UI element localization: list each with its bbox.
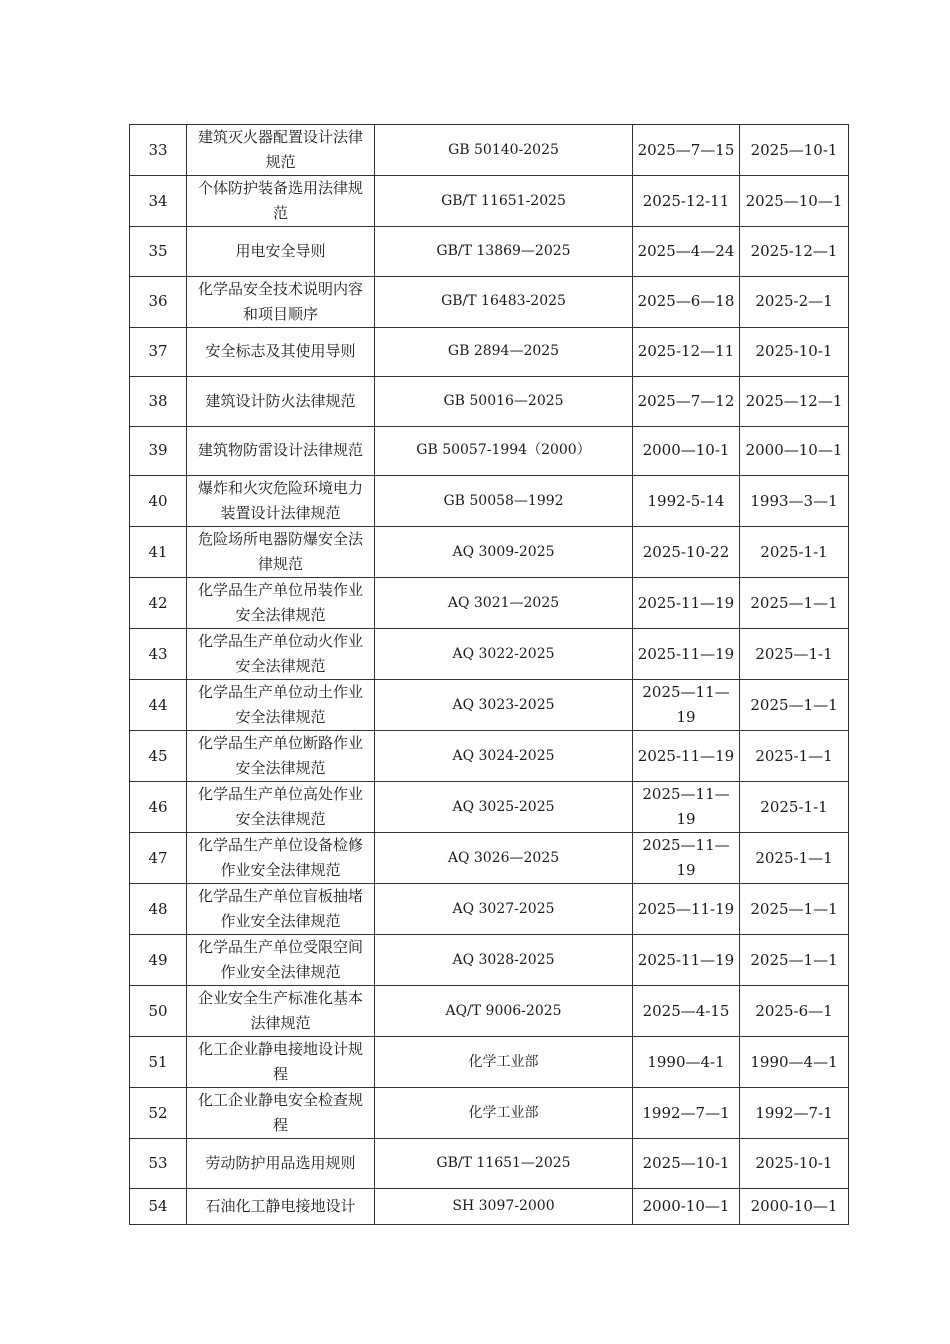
standard-code-cell: GB/T 11651—2025 [375, 1139, 633, 1189]
row-number-cell: 51 [130, 1037, 187, 1088]
standard-code-cell: GB 50140-2025 [375, 125, 633, 176]
table-row [130, 426, 849, 476]
row-number-cell: 33 [130, 125, 187, 176]
standard-name-cell: 爆炸和火灾危险环境电力装置设计法律规范 [187, 476, 375, 527]
table-row [130, 176, 849, 227]
effective-date-cell: 2025—10-1 [740, 125, 849, 176]
effective-date-cell: 2025—1-1 [740, 629, 849, 680]
standard-name-cell: 建筑设计防火法律规范 [187, 377, 375, 427]
table-row [130, 125, 849, 176]
table-row [130, 1037, 849, 1088]
standard-name-cell: 安全标志及其使用导则 [187, 327, 375, 377]
table-row [130, 527, 849, 578]
standard-name-cell: 化工企业静电安全检查规程 [187, 1088, 375, 1139]
table-row [130, 782, 849, 833]
effective-date-cell: 2025—1—1 [740, 884, 849, 935]
row-number-cell: 42 [130, 578, 187, 629]
row-number-cell: 49 [130, 935, 187, 986]
effective-date-cell: 2025-12—1 [740, 227, 849, 277]
issue-date-cell: 2025—4-15 [633, 986, 740, 1037]
table-row [130, 276, 849, 327]
standard-name-cell: 化学品生产单位吊装作业安全法律规范 [187, 578, 375, 629]
effective-date-cell: 2025-1—1 [740, 833, 849, 884]
table-row [130, 1088, 849, 1139]
table-row [130, 578, 849, 629]
issue-date-cell: 2000-10—1 [633, 1188, 740, 1224]
row-number-cell: 37 [130, 327, 187, 377]
standard-code-cell: 化学工业部 [375, 1037, 633, 1088]
table-row [130, 377, 849, 427]
table-row [130, 935, 849, 986]
standard-code-cell: AQ 3024-2025 [375, 731, 633, 782]
issue-date-cell: 1992—7—1 [633, 1088, 740, 1139]
effective-date-cell: 2025-10-1 [740, 1139, 849, 1189]
standard-name-cell: 化学品生产单位盲板抽堵作业安全法律规范 [187, 884, 375, 935]
row-number-cell: 50 [130, 986, 187, 1037]
effective-date-cell: 2025-10-1 [740, 327, 849, 377]
table-row [130, 227, 849, 277]
issue-date-cell: 2025—11—19 [633, 833, 740, 884]
standard-name-cell: 化工企业静电接地设计规程 [187, 1037, 375, 1088]
standard-name-cell: 劳动防护用品选用规则 [187, 1139, 375, 1189]
effective-date-cell: 2025—1—1 [740, 935, 849, 986]
issue-date-cell: 2025-12—11 [633, 327, 740, 377]
standard-code-cell: AQ 3028-2025 [375, 935, 633, 986]
row-number-cell: 38 [130, 377, 187, 427]
effective-date-cell: 2025-2—1 [740, 276, 849, 327]
row-number-cell: 45 [130, 731, 187, 782]
table-row [130, 986, 849, 1037]
row-number-cell: 40 [130, 476, 187, 527]
row-number-cell: 39 [130, 426, 187, 476]
table-row [130, 327, 849, 377]
table-row [130, 476, 849, 527]
standard-code-cell: GB/T 11651-2025 [375, 176, 633, 227]
standard-code-cell: GB/T 16483-2025 [375, 276, 633, 327]
standard-code-cell: GB 50016—2025 [375, 377, 633, 427]
standard-code-cell: GB 50057-1994（2000） [375, 426, 633, 476]
table-row [130, 1139, 849, 1189]
issue-date-cell: 2000—10-1 [633, 426, 740, 476]
standard-code-cell: AQ 3022-2025 [375, 629, 633, 680]
effective-date-cell: 2025—1—1 [740, 680, 849, 731]
effective-date-cell: 2025-1-1 [740, 782, 849, 833]
issue-date-cell: 2025—7—12 [633, 377, 740, 427]
table-row [130, 629, 849, 680]
standard-code-cell: GB/T 13869—2025 [375, 227, 633, 277]
standard-name-cell: 企业安全生产标准化基本法律规范 [187, 986, 375, 1037]
standard-name-cell: 化学品安全技术说明内容和项目顺序 [187, 276, 375, 327]
issue-date-cell: 2025-11—19 [633, 629, 740, 680]
issue-date-cell: 2025-11—19 [633, 731, 740, 782]
table-row [130, 833, 849, 884]
issue-date-cell: 2025-11—19 [633, 935, 740, 986]
standard-code-cell: AQ 3023-2025 [375, 680, 633, 731]
issue-date-cell: 2025—6—18 [633, 276, 740, 327]
row-number-cell: 52 [130, 1088, 187, 1139]
standard-code-cell: 化学工业部 [375, 1088, 633, 1139]
effective-date-cell: 1993—3—1 [740, 476, 849, 527]
table-row [130, 731, 849, 782]
row-number-cell: 36 [130, 276, 187, 327]
issue-date-cell: 2025—11—19 [633, 782, 740, 833]
issue-date-cell: 2025—7—15 [633, 125, 740, 176]
row-number-cell: 53 [130, 1139, 187, 1189]
standard-code-cell: GB 50058—1992 [375, 476, 633, 527]
issue-date-cell: 2025—11—19 [633, 680, 740, 731]
standard-name-cell: 化学品生产单位动火作业安全法律规范 [187, 629, 375, 680]
standard-name-cell: 用电安全导则 [187, 227, 375, 277]
row-number-cell: 54 [130, 1188, 187, 1224]
standards-table-body [130, 125, 849, 1225]
effective-date-cell: 2025-6—1 [740, 986, 849, 1037]
effective-date-cell: 2025—1—1 [740, 578, 849, 629]
issue-date-cell: 2025—10-1 [633, 1139, 740, 1189]
row-number-cell: 41 [130, 527, 187, 578]
effective-date-cell: 1990—4—1 [740, 1037, 849, 1088]
issue-date-cell: 1990—4-1 [633, 1037, 740, 1088]
effective-date-cell: 2025—10—1 [740, 176, 849, 227]
effective-date-cell: 2025-1—1 [740, 731, 849, 782]
row-number-cell: 34 [130, 176, 187, 227]
table-row [130, 884, 849, 935]
standard-code-cell: SH 3097-2000 [375, 1188, 633, 1224]
standards-table [129, 124, 849, 1225]
standard-name-cell: 石油化工静电接地设计 [187, 1188, 375, 1224]
standard-name-cell: 化学品生产单位高处作业安全法律规范 [187, 782, 375, 833]
table-row [130, 680, 849, 731]
standard-name-cell: 建筑物防雷设计法律规范 [187, 426, 375, 476]
standard-code-cell: AQ 3026—2025 [375, 833, 633, 884]
effective-date-cell: 2000-10—1 [740, 1188, 849, 1224]
standard-name-cell: 化学品生产单位动土作业安全法律规范 [187, 680, 375, 731]
standard-code-cell: AQ 3021—2025 [375, 578, 633, 629]
issue-date-cell: 2025—4—24 [633, 227, 740, 277]
standard-code-cell: AQ/T 9006-2025 [375, 986, 633, 1037]
row-number-cell: 44 [130, 680, 187, 731]
row-number-cell: 48 [130, 884, 187, 935]
row-number-cell: 47 [130, 833, 187, 884]
issue-date-cell: 1992-5-14 [633, 476, 740, 527]
effective-date-cell: 2025—12—1 [740, 377, 849, 427]
standard-name-cell: 个体防护装备选用法律规范 [187, 176, 375, 227]
standard-name-cell: 化学品生产单位断路作业安全法律规范 [187, 731, 375, 782]
effective-date-cell: 2025-1-1 [740, 527, 849, 578]
standard-code-cell: AQ 3009-2025 [375, 527, 633, 578]
row-number-cell: 46 [130, 782, 187, 833]
issue-date-cell: 2025-10-22 [633, 527, 740, 578]
issue-date-cell: 2025-11—19 [633, 578, 740, 629]
effective-date-cell: 1992—7-1 [740, 1088, 849, 1139]
standard-code-cell: AQ 3027-2025 [375, 884, 633, 935]
standard-name-cell: 化学品生产单位受限空间作业安全法律规范 [187, 935, 375, 986]
standard-code-cell: GB 2894—2025 [375, 327, 633, 377]
row-number-cell: 43 [130, 629, 187, 680]
standard-name-cell: 建筑灭火器配置设计法律规范 [187, 125, 375, 176]
standard-name-cell: 化学品生产单位设备检修作业安全法律规范 [187, 833, 375, 884]
effective-date-cell: 2000—10—1 [740, 426, 849, 476]
issue-date-cell: 2025-12-11 [633, 176, 740, 227]
issue-date-cell: 2025—11-19 [633, 884, 740, 935]
standard-code-cell: AQ 3025-2025 [375, 782, 633, 833]
row-number-cell: 35 [130, 227, 187, 277]
table-row [130, 1188, 849, 1224]
standard-name-cell: 危险场所电器防爆安全法律规范 [187, 527, 375, 578]
